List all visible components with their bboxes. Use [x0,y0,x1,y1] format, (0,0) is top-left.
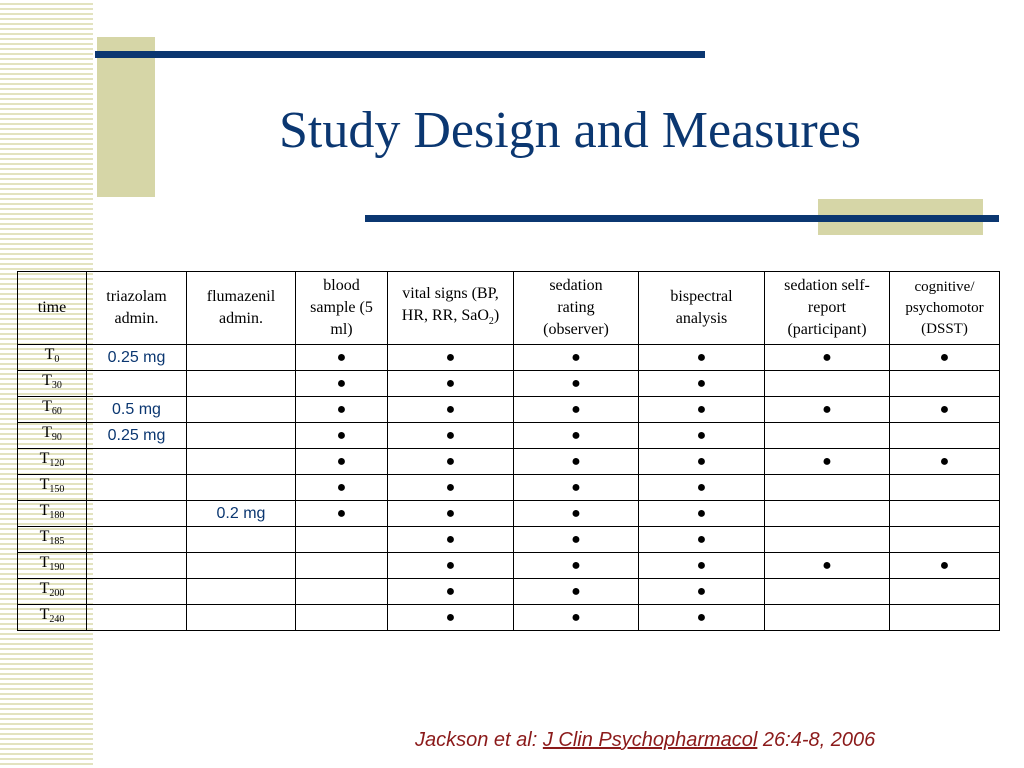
time-cell [18,527,87,553]
measure-cell: ● [639,579,765,605]
table-row [18,423,1000,449]
header-time: time [18,272,87,345]
header-blood-sample [296,272,388,345]
time-subscript: 180 [49,510,65,521]
measure-cell: ● [514,579,639,605]
measure-cell: ● [514,553,639,579]
measure-cell [296,527,388,553]
header-sedation-self-report-label: sedation self-report (participant) [784,277,870,338]
measure-cell: ● [765,345,890,371]
measure-cell: ● [639,345,765,371]
time-label: T [39,502,50,519]
triazolam-dose-cell [87,475,187,501]
title-bottom-rule [365,215,999,222]
time-subscript: 190 [49,562,65,573]
measure-cell: ● [514,527,639,553]
time-label: T [39,528,50,545]
measure-cell [765,423,890,449]
table-row [18,501,1000,527]
time-subscript: 240 [49,614,65,625]
measure-cell: ● [388,553,514,579]
header-sedation-rating-label: sedation rating (observer) [543,277,609,338]
header-blood-sample-label: blood sample (5 ml) [310,277,373,338]
table-row [18,475,1000,501]
tan-accent-block [97,37,155,197]
time-label: T [44,346,55,363]
study-design-table [17,271,1000,631]
measure-cell: ● [296,423,388,449]
measure-cell: ● [639,501,765,527]
time-cell [18,345,87,371]
measure-cell [890,371,1000,397]
triazolam-dose-cell [87,553,187,579]
flumazenil-dose-cell [187,371,296,397]
measure-cell: ● [765,397,890,423]
measure-cell: ● [296,345,388,371]
measure-cell: ● [514,449,639,475]
measure-cell: ● [890,449,1000,475]
measure-cell [765,371,890,397]
time-subscript: 200 [49,588,65,599]
flumazenil-dose-cell [187,475,296,501]
measure-cell [890,475,1000,501]
slide-title: Study Design and Measures [278,102,862,159]
measure-cell [296,605,388,631]
measure-cell: ● [296,397,388,423]
citation [415,729,875,752]
measure-cell: ● [765,553,890,579]
measure-cell: ● [296,449,388,475]
measure-cell [296,579,388,605]
flumazenil-dose-cell [187,345,296,371]
measure-cell [765,579,890,605]
measure-cell [765,475,890,501]
time-label: T [42,424,52,441]
triazolam-dose-cell: 0.25 mg [87,345,187,371]
time-subscript: 120 [49,458,65,469]
header-bispectral [639,272,765,345]
measure-cell: ● [639,371,765,397]
measure-cell: ● [514,397,639,423]
header-cognitive-label: cognitive/ psychomotor (DSST) [905,278,984,337]
table-row [18,605,1000,631]
measure-cell: ● [514,501,639,527]
table-body [18,345,1000,631]
triazolam-dose-cell [87,579,187,605]
measure-cell: ● [639,605,765,631]
triazolam-dose-cell: 0.25 mg [87,423,187,449]
triazolam-dose-cell [87,527,187,553]
measure-cell [765,527,890,553]
measure-cell: ● [514,475,639,501]
triazolam-dose-cell [87,605,187,631]
flumazenil-dose-cell [187,527,296,553]
flumazenil-dose-cell: 0.2 mg [187,501,296,527]
table-row [18,371,1000,397]
time-subscript: 90 [51,432,62,443]
time-cell [18,371,87,397]
measure-cell: ● [639,475,765,501]
header-sedation-self-report [765,272,890,345]
time-subscript: 185 [49,536,65,547]
measure-cell: ● [514,345,639,371]
measure-cell: ● [388,345,514,371]
measure-cell [296,553,388,579]
measure-cell: ● [388,371,514,397]
header-cognitive [890,272,1000,345]
time-label: T [42,372,52,389]
measure-cell: ● [514,371,639,397]
measure-cell: ● [296,371,388,397]
measure-cell [890,579,1000,605]
flumazenil-dose-cell [187,579,296,605]
header-vital-signs [388,272,514,345]
time-cell [18,579,87,605]
title-top-rule [95,51,705,58]
triazolam-dose-cell [87,371,187,397]
time-subscript: 60 [51,406,62,417]
measure-cell: ● [765,449,890,475]
measure-cell: ● [388,423,514,449]
flumazenil-dose-cell [187,423,296,449]
measure-cell: ● [890,397,1000,423]
measure-cell: ● [514,605,639,631]
table-row [18,527,1000,553]
citation-journal-link[interactable]: J Clin Psychopharmacol [542,729,758,751]
time-label: T [39,450,50,467]
table-row [18,579,1000,605]
time-subscript: 30 [51,380,62,391]
time-cell [18,605,87,631]
table-row [18,449,1000,475]
measure-cell: ● [514,423,639,449]
table-header-row [18,272,1000,345]
measure-cell: ● [388,579,514,605]
citation-authors: Jackson et al: [415,729,543,751]
time-label: T [39,606,50,623]
measure-cell: ● [388,605,514,631]
measure-cell [890,501,1000,527]
measure-cell: ● [639,527,765,553]
time-label: T [39,476,50,493]
measure-cell: ● [388,397,514,423]
measure-cell: ● [639,423,765,449]
header-sedation-rating [514,272,639,345]
table-row [18,397,1000,423]
triazolam-dose-cell [87,501,187,527]
measure-cell [765,501,890,527]
time-subscript: 0 [54,354,60,365]
measure-cell: ● [388,449,514,475]
time-cell [18,501,87,527]
flumazenil-dose-cell [187,449,296,475]
header-triazolam [87,272,187,345]
measure-cell: ● [296,475,388,501]
time-cell [18,475,87,501]
time-subscript: 150 [49,484,65,495]
header-bispectral-label: bispectral analysis [670,288,733,327]
time-cell [18,553,87,579]
measure-cell [890,527,1000,553]
header-triazolam-label: triazolam admin. [106,288,167,327]
time-cell [18,423,87,449]
measure-cell: ● [639,397,765,423]
time-label: T [42,398,52,415]
flumazenil-dose-cell [187,397,296,423]
measure-cell: ● [890,553,1000,579]
time-cell [18,449,87,475]
time-cell [18,397,87,423]
flumazenil-dose-cell [187,553,296,579]
citation-volume: 26:4-8, 2006 [757,729,876,751]
measure-cell: ● [296,501,388,527]
measure-cell: ● [639,449,765,475]
triazolam-dose-cell: 0.5 mg [87,397,187,423]
table-row [18,553,1000,579]
measure-cell [890,605,1000,631]
header-vital-signs-label: vital signs (BP, HR, RR, SaO$_2$) [401,284,500,328]
table-row [18,345,1000,371]
header-flumazenil-label: flumazenil admin. [206,288,276,327]
measure-cell: ● [890,345,1000,371]
measure-cell: ● [388,475,514,501]
header-flumazenil [187,272,296,345]
time-label: T [39,580,50,597]
measure-cell: ● [388,501,514,527]
measure-cell: ● [639,553,765,579]
measure-cell [765,605,890,631]
triazolam-dose-cell [87,449,187,475]
measure-cell: ● [388,527,514,553]
measure-cell [890,423,1000,449]
flumazenil-dose-cell [187,605,296,631]
time-label: T [39,554,50,571]
